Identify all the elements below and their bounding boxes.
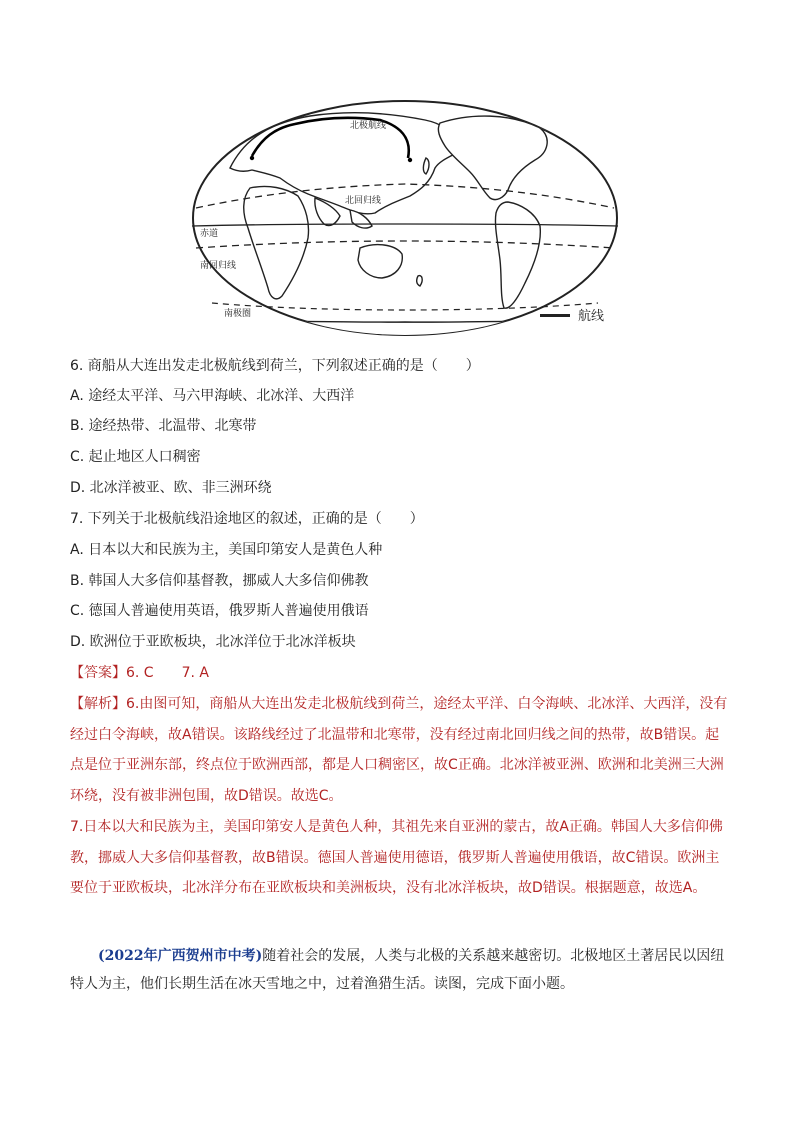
greenland-landmass	[535, 111, 568, 132]
label-equator: 赤道	[200, 229, 219, 239]
question-6-stem: 6. 商船从大连出发走北极航线到荷兰，下列叙述正确的是（ ）	[70, 358, 480, 374]
question-7-stem: 7. 下列关于北极航线沿途地区的叙述，正确的是（ ）	[70, 511, 424, 527]
new-zealand-landmass	[417, 276, 422, 286]
analysis-q6-text: 6.由图可知，商船从大连出发走北极航线到荷兰，途经太平洋、白令海峡、北冰洋、大西洋，没有经过白令海峡，故A错误。该路线经过了北温带和北寒带，没有经过南北回归线之间的热带，故B错误。起点是位于亚洲东部，终点位于欧洲西部，都是人口稠密区，故C正确。北冰洋被亚洲、欧洲和北美洲三大洲环绕，没有被非洲包围，故D错误。故选C。	[70, 696, 728, 804]
dalian-marker	[408, 158, 412, 162]
q7-option-a: A. 日本以大和民族为主，美国印第安人是黄色人种	[70, 542, 383, 558]
next-source: (2022年广西贺州市中考)	[98, 948, 263, 964]
q7-option-d: D. 欧洲位于亚欧板块，北冰洋位于北冰洋板块	[70, 634, 356, 650]
legend-route-label: 航线	[578, 309, 605, 324]
q6-option-a: A. 途经太平洋、马六甲海峡、北冰洋、大西洋	[70, 388, 355, 404]
label-tropic-cancer: 北回归线	[345, 196, 382, 206]
world-map	[190, 98, 620, 338]
netherlands-marker	[250, 156, 254, 160]
next-text: 随着社会的发展，人类与北极的关系越来越密切。北极地区土著居民以因纽特人为主，他们长期生活在冰天雪地之中，过着渔猎生活。读图，完成下面小题。	[70, 948, 725, 992]
analysis-label: 【解析】	[70, 696, 126, 712]
analysis-q6	[70, 689, 730, 811]
label-antarctic-circle: 南极圈	[224, 309, 252, 319]
q6-option-b: B. 途经热带、北温带、北寒带	[70, 418, 257, 434]
q7-option-c: C. 德国人普遍使用英语，俄罗斯人普遍使用俄语	[70, 603, 369, 619]
q6-option-d: D. 北冰洋被亚、欧、非三洲环绕	[70, 480, 272, 496]
label-tropic-capricorn: 南回归线	[200, 261, 237, 271]
q6-option-c: C. 起止地区人口稠密	[70, 449, 201, 465]
label-arctic-route: 北极航线	[350, 121, 387, 131]
answer-text: 6. C 7. A	[126, 665, 209, 681]
q7-option-b: B. 韩国人大多信仰基督教，挪威人大多信仰佛教	[70, 573, 369, 589]
next-question-intro	[70, 942, 730, 998]
answer-label: 【答案】	[70, 665, 126, 681]
legend-route-swatch	[540, 314, 570, 317]
analysis-q7: 7.日本以大和民族为主，美国印第安人是黄色人种，其祖先来自亚洲的蒙古，故A正确。韩国人大多信仰佛教，挪威人大多信仰基督教，故B错误。德国人普遍使用德语，俄罗斯人普遍使用俄语，故C错误。欧洲主要位于亚欧板块，北冰洋分布在亚欧板块和美洲板块，没有北冰洋板块，故D错误。根据题意，故选A。	[70, 819, 723, 896]
answer-line	[70, 662, 209, 682]
